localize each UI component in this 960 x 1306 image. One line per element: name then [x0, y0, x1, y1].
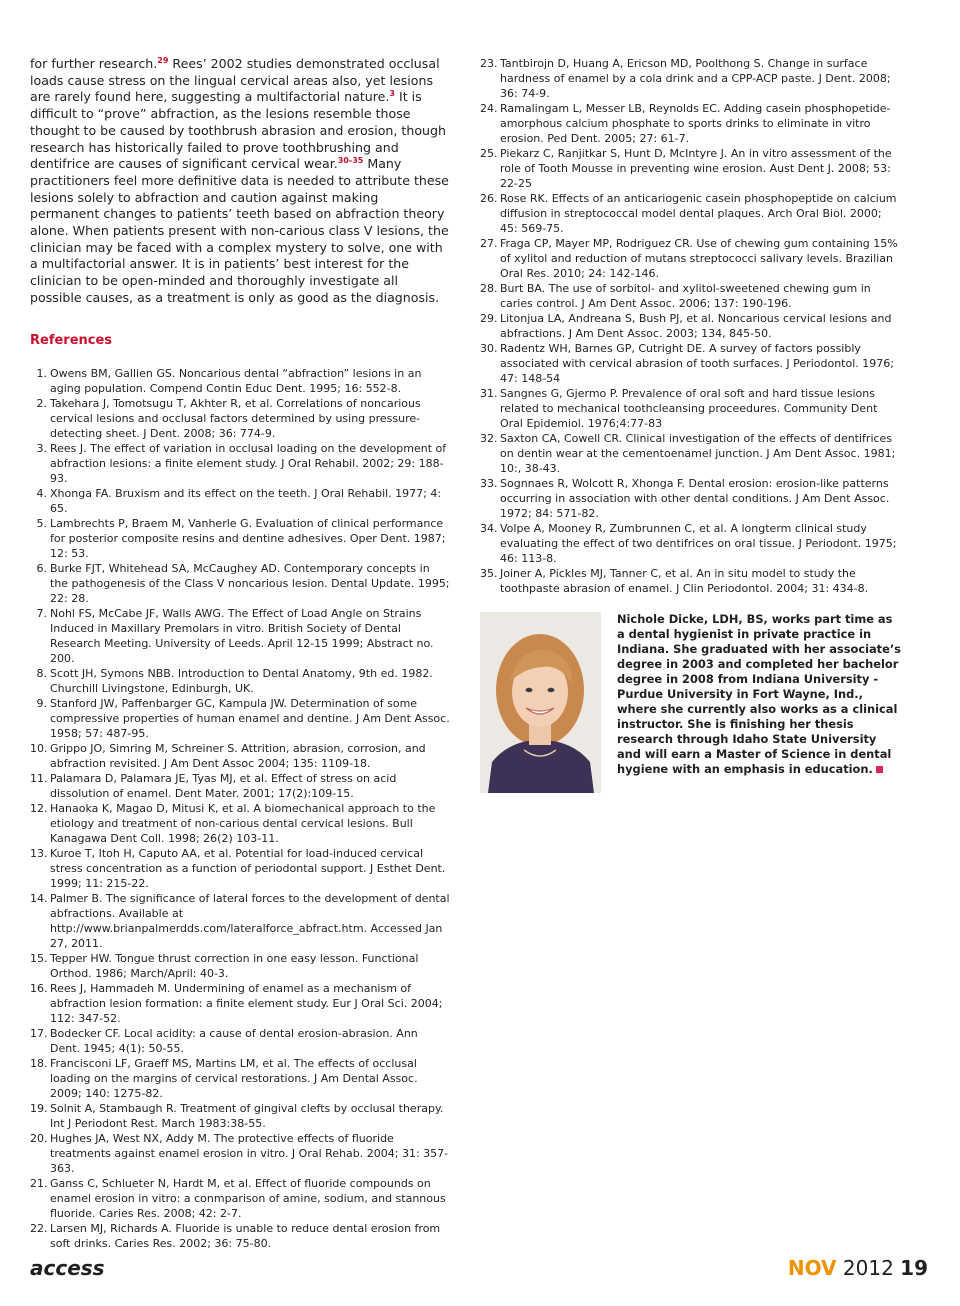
reference-number: 12.	[30, 802, 48, 815]
reference-text: Sangnes G, Gjermo P. Prevalence of oral soft and hard tissue lesions related to mechanical toothcleansing proceedures. Community Dent Oral Epidemiol. 1976;4:77-83	[500, 387, 878, 430]
reference-number: 7.	[36, 607, 47, 620]
reference-item	[30, 1056, 450, 1101]
reference-item	[30, 846, 450, 891]
reference-number: 17.	[30, 1027, 48, 1040]
reference-text: Rose RK. Effects of an anticariogenic casein phosphopeptide on calcium diffusion in streptococcal model dental plaques. Arch Oral Biol. 2000; 45: 569-75.	[500, 192, 897, 235]
reference-text: Francisconi LF, Graeff MS, Martins LM, et al. The effects of occlusal loading on the margins of cervical restorations. J Am Dental Assoc. 2009; 140: 1275-82.	[50, 1057, 418, 1100]
reference-item	[30, 891, 450, 951]
reference-number: 35.	[480, 567, 498, 580]
author-photo	[480, 612, 601, 793]
reference-item	[480, 341, 900, 386]
reference-number: 33.	[480, 477, 498, 490]
reference-item	[30, 696, 450, 741]
reference-number: 14.	[30, 892, 48, 905]
reference-text: Scott JH, Symons NBB. Introduction to Dental Anatomy, 9th ed. 1982. Churchill Livingstone, Edinburgh, UK.	[50, 667, 433, 695]
reference-text: Tepper HW. Tongue thrust correction in one easy lesson. Functional Orthod. 1986; March/April: 40-3.	[50, 952, 419, 980]
reference-text: Volpe A, Mooney R, Zumbrunnen C, et al. A longterm clinical study evaluating the effect of two dentifrices on oral tissue. J Periodont. 1975; 46: 113-8.	[500, 522, 897, 565]
reference-text: Lambrechts P, Braem M, Vanherle G. Evaluation of clinical performance for posterior composite resins and dentine adhesives. Oper Dent. 1987; 12: 53.	[50, 517, 446, 560]
reference-number: 26.	[480, 192, 498, 205]
reference-text: Hughes JA, West NX, Addy M. The protective effects of fluoride treatments against enamel erosion in vitro. J Oral Rehab. 2004; 31: 357-363.	[50, 1132, 449, 1175]
references-heading: References	[30, 333, 113, 348]
article-paragraph	[30, 56, 450, 307]
reference-item	[30, 666, 450, 696]
reference-text: Ramalingam L, Messer LB, Reynolds EC. Adding casein phosphopetide-amorphous calcium phosphate to sports drinks to eliminate in vitro erosion. Ped Dent. 2005; 27: 61-7.	[500, 102, 891, 145]
reference-item	[30, 486, 450, 516]
reference-text: Burt BA. The use of sorbitol- and xylitol-sweetened chewing gum in caries control. J Am Dent Assoc. 2006; 137: 190-196.	[500, 282, 871, 310]
reference-number: 10.	[30, 742, 48, 755]
reference-text: Owens BM, Gallien GS. Noncarious dental “abfraction” lesions in an aging population. Compend Contin Educ Dent. 1995; 16: 552-8.	[50, 367, 422, 395]
reference-number: 21.	[30, 1177, 48, 1190]
reference-text: Saxton CA, Cowell CR. Clinical investigation of the effects of dentifrices on dentin wear at the cementoenamel junction. J Am Dent Assoc. 1981; 10:, 38-43.	[500, 432, 896, 475]
reference-item	[480, 56, 900, 101]
reference-number: 9.	[36, 697, 47, 710]
reference-number: 18.	[30, 1057, 48, 1070]
end-mark-icon	[876, 766, 883, 773]
reference-item	[480, 101, 900, 146]
citation-superscript: 29	[157, 55, 169, 65]
reference-number: 16.	[30, 982, 48, 995]
reference-number: 4.	[36, 487, 47, 500]
reference-number: 15.	[30, 952, 48, 965]
reference-item	[30, 516, 450, 561]
reference-item	[30, 981, 450, 1026]
reference-item	[30, 951, 450, 981]
reference-number: 6.	[36, 562, 47, 575]
citation-superscript: 3	[389, 89, 395, 99]
reference-item	[30, 1026, 450, 1056]
reference-text: Ganss C, Schlueter N, Hardt M, et al. Effect of fluoride compounds on enamel erosion in vitro: a conmparison of amine, sodium, and stannous fluoride. Caries Res. 2008; 42: 2-7.	[50, 1177, 446, 1220]
reference-item	[30, 396, 450, 441]
reference-number: 29.	[480, 312, 498, 325]
reference-text: Palamara D, Palamara JE, Tyas MJ, et al. Effect of stress on acid dissolution of enamel. Dent Mater. 2001; 17(2):109-15.	[50, 772, 397, 800]
article-body	[30, 56, 450, 307]
reference-number: 3.	[36, 442, 47, 455]
reference-item	[480, 431, 900, 476]
reference-item	[30, 741, 450, 771]
reference-text: Larsen MJ, Richards A. Fluoride is unable to reduce dental erosion from soft drinks. Caries Res. 2002; 36: 75-80.	[50, 1222, 441, 1250]
reference-number: 11.	[30, 772, 48, 785]
reference-item	[480, 386, 900, 431]
reference-number: 28.	[480, 282, 498, 295]
reference-number: 32.	[480, 432, 498, 445]
reference-item	[30, 1131, 450, 1176]
author-bio	[617, 612, 902, 777]
reference-item	[30, 771, 450, 801]
reference-item	[30, 1176, 450, 1221]
issue-year: 2012	[842, 1256, 894, 1280]
reference-text: Piekarz C, Ranjitkar S, Hunt D, McIntyre J. An in vitro assessment of the role of Tooth Mousse in preventing wine erosion. Aust Dent J. 2008; 53: 22-25	[500, 147, 892, 190]
text-run: It is difficult to “prove” abfraction, as the lesions resemble those thought to be caused by toothbrush abrasion and erosion, though research has historically failed to prove toothbrushing and dentifrice are causes of significant cervical wear.	[30, 89, 447, 172]
reference-item	[30, 801, 450, 846]
reference-number: 24.	[480, 102, 498, 115]
text-run: Rees’ 2002 studies demonstrated occlusal loads cause stress on the lingual cervical areas also, yet lesions are rarely found here, suggesting a multifactorial nature.	[30, 56, 440, 105]
reference-text: Nohl FS, McCabe JF, Walls AWG. The Effect of Load Angle on Strains Induced in Maxillary Premolars in vitro. British Society of Dental Research Meeting. University of Leeds. April 12-15 1999; Abstract no. 200.	[50, 607, 434, 665]
reference-text: Sognnaes R, Wolcott R, Xhonga F. Dental erosion: erosion-like patterns occurring in association with other dental conditions. J Am Dent Assoc. 1972; 84: 571-82.	[500, 477, 890, 520]
reference-item	[480, 236, 900, 281]
references-list-right	[480, 56, 900, 596]
reference-text: Palmer B. The significance of lateral forces to the development of dental abfractions. Available at http://www.brianpalmerdds.com/lateralforce_abfract.htm. Accessed Jan 27, 2011.	[50, 892, 450, 950]
reference-text: Takehara J, Tomotsugu T, Akhter R, et al. Correlations of noncarious cervical lesions and occlusal factors determined by using pressure-detecting sheet. J Dent. 2008; 36: 774-9.	[50, 397, 421, 440]
magazine-name: access	[30, 1256, 105, 1280]
reference-item	[480, 191, 900, 236]
reference-item	[480, 311, 900, 341]
reference-number: 20.	[30, 1132, 48, 1145]
reference-number: 23.	[480, 57, 498, 70]
reference-item	[30, 1221, 450, 1251]
reference-item	[480, 146, 900, 191]
reference-text: Rees J. The effect of variation in occlusal loading on the development of abfraction lesions: a finite element study. J Oral Rehabil. 2002; 29: 188-93.	[50, 442, 447, 485]
reference-number: 13.	[30, 847, 48, 860]
text-run: for further research.	[30, 56, 158, 71]
reference-number: 5.	[36, 517, 47, 530]
reference-number: 1.	[36, 367, 47, 380]
citation-superscript: 30-35	[337, 156, 364, 166]
reference-item	[480, 521, 900, 566]
reference-text: Radentz WH, Barnes GP, Cutright DE. A survey of factors possibly associated with cervical abrasion of tooth surfaces. J Periodontol. 1976; 47: 148-54	[500, 342, 894, 385]
reference-item	[480, 566, 900, 596]
text-run: Many practitioners feel more definitive data is needed to attribute these lesions solely to abfraction and caution against making permanent changes to patients’ teeth based on abfraction theory alone. When patients present with non-carious class V lesions, the clinician may be faced with a complex mystery to solve, one with a multifactorial answer. It is in patients’ best interest for the clinician to be open-minded and thoroughly investigate all possible causes, as a treatment is only as good as the diagnosis.	[30, 156, 449, 305]
reference-text: Kuroe T, Itoh H, Caputo AA, et al. Potential for load-induced cervical stress concentration as a function of periodontal support. J Esthet Dent. 1999; 11: 215-22.	[50, 847, 446, 890]
reference-number: 22.	[30, 1222, 48, 1235]
reference-text: Xhonga FA. Bruxism and its effect on the teeth. J Oral Rehabil. 1977; 4: 65.	[50, 487, 442, 515]
reference-item	[480, 476, 900, 521]
reference-text: Litonjua LA, Andreana S, Bush PJ, et al. Noncarious cervical lesions and abfractions. J Am Dent Assoc. 2003; 134, 845-50.	[500, 312, 892, 340]
reference-item	[30, 561, 450, 606]
reference-number: 31.	[480, 387, 498, 400]
reference-text: Joiner A, Pickles MJ, Tanner C, et al. An in situ model to study the toothpaste abrasion of enamel. J Clin Periodontol. 2004; 31: 434-8.	[500, 567, 869, 595]
author-portrait-image	[480, 612, 601, 793]
reference-number: 30.	[480, 342, 498, 355]
reference-item	[30, 366, 450, 396]
reference-item	[30, 606, 450, 666]
reference-item	[480, 281, 900, 311]
reference-text: Grippo JO, Simring M, Schreiner S. Attrition, abrasion, corrosion, and abfraction revisited. J Am Dent Assoc 2004; 135: 1109-18.	[50, 742, 426, 770]
bio-text: Nichole Dicke, LDH, BS, works part time as a dental hygienist in private practice in Indiana. She graduated with her associate’s degree in 2003 and completed her bachelor degree in 2008 from Indiana University - Purdue University in Fort Wayne, Ind., where she currently also works as a clinical instructor. She is finishing her thesis research through Idaho State University and will earn a Master of Science in dental hygiene with an emphasis in education.	[617, 612, 901, 776]
issue-info	[788, 1256, 928, 1280]
reference-text: Rees J, Hammadeh M. Undermining of enamel as a mechanism of abfraction lesion formation: a finite element study. Eur J Oral Sci. 2004; 112: 347-52.	[50, 982, 443, 1025]
reference-item	[30, 1101, 450, 1131]
reference-number: 8.	[36, 667, 47, 680]
reference-text: Fraga CP, Mayer MP, Rodriguez CR. Use of chewing gum containing 15% of xylitol and reduction of mutans streptococci salivary levels. Brazilian Oral Res. 2010; 24: 142-146.	[500, 237, 898, 280]
reference-number: 27.	[480, 237, 498, 250]
reference-number: 25.	[480, 147, 498, 160]
reference-number: 34.	[480, 522, 498, 535]
reference-number: 2.	[36, 397, 47, 410]
reference-number: 19.	[30, 1102, 48, 1115]
reference-item	[30, 441, 450, 486]
reference-text: Solnit A, Stambaugh R. Treatment of gingival clefts by occlusal therapy. Int J Periodont Rest. March 1983:38-55.	[50, 1102, 444, 1130]
references-list-left	[30, 366, 450, 1251]
reference-text: Burke FJT, Whitehead SA, McCaughey AD. Contemporary concepts in the pathogenesis of the Class V noncarious lesion. Dental Update. 1995; 22: 28.	[50, 562, 450, 605]
reference-text: Stanford JW, Paffenbarger GC, Kampula JW. Determination of some compressive properties of human enamel and dentine. J Am Dent Assoc. 1958; 57: 487-95.	[50, 697, 450, 740]
page-number: 19	[900, 1256, 928, 1280]
reference-text: Bodecker CF. Local acidity: a cause of dental erosion-abrasion. Ann Dent. 1945; 4(1): 50-55.	[50, 1027, 418, 1055]
issue-month: NOV	[787, 1256, 837, 1280]
reference-text: Tantbirojn D, Huang A, Ericson MD, Poolthong S. Change in surface hardness of enamel by a cola drink and a CPP-ACP paste. J Dent. 2008; 36: 74-9.	[500, 57, 891, 100]
reference-text: Hanaoka K, Magao D, Mitusi K, et al. A biomechanical approach to the etiology and treatment of non-carious dental cervical lesions. Bull Kanagawa Dent Coll. 1998; 26(2) 103-11.	[50, 802, 436, 845]
